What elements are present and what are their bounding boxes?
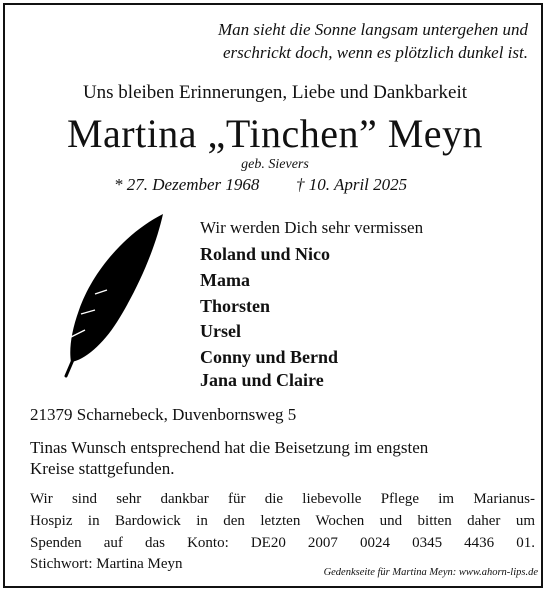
mourner-3: Thorsten: [200, 296, 271, 316]
mourner-2: Mama: [200, 270, 250, 290]
death-date: † 10. April 2025: [296, 175, 408, 194]
thanks-line-2: Hospiz in Bardowick in den letzten Wochen und bitten daher um: [30, 513, 535, 529]
maiden-name: geb. Sievers: [241, 157, 309, 172]
subtitle: Uns bleiben Erinnerungen, Liebe und Dankbarkeit: [82, 82, 468, 103]
address: 21379 Scharnebeck, Duvenbornsweg 5: [30, 405, 297, 424]
quote-line-2: erschrickt doch, wenn es plötzlich dunkel ist.: [223, 43, 528, 62]
thanks-line-1: Wir sind sehr dankbar für die liebevolle Pflege im Marianus-: [30, 491, 535, 507]
burial-line-1: Tinas Wunsch entsprechend hat die Beisetzung im engsten: [30, 438, 429, 457]
mourner-6: Jana und Claire: [200, 370, 324, 390]
memorial-page-footer: Gedenkseite für Martina Meyn: www.ahorn-lips.de: [323, 567, 538, 578]
miss-text: Wir werden Dich sehr vermissen: [200, 218, 424, 237]
birth-date: * 27. Dezember 1968: [114, 175, 260, 194]
mourner-1: Roland und Nico: [200, 244, 331, 264]
mourner-4: Ursel: [200, 321, 241, 341]
thanks-line-3: Spenden auf das Konto: DE20 2007 0024 0345 4436 01.: [30, 535, 535, 551]
feather-icon: [55, 210, 175, 380]
quote-line-1: Man sieht die Sonne langsam untergehen und: [217, 20, 528, 39]
thanks-line-4: Stichwort: Martina Meyn: [30, 556, 183, 572]
mourner-5: Conny und Bernd: [200, 347, 339, 367]
deceased-name: Martina „Tinchen” Meyn: [66, 111, 484, 156]
burial-line-2: Kreise stattgefunden.: [30, 459, 175, 478]
